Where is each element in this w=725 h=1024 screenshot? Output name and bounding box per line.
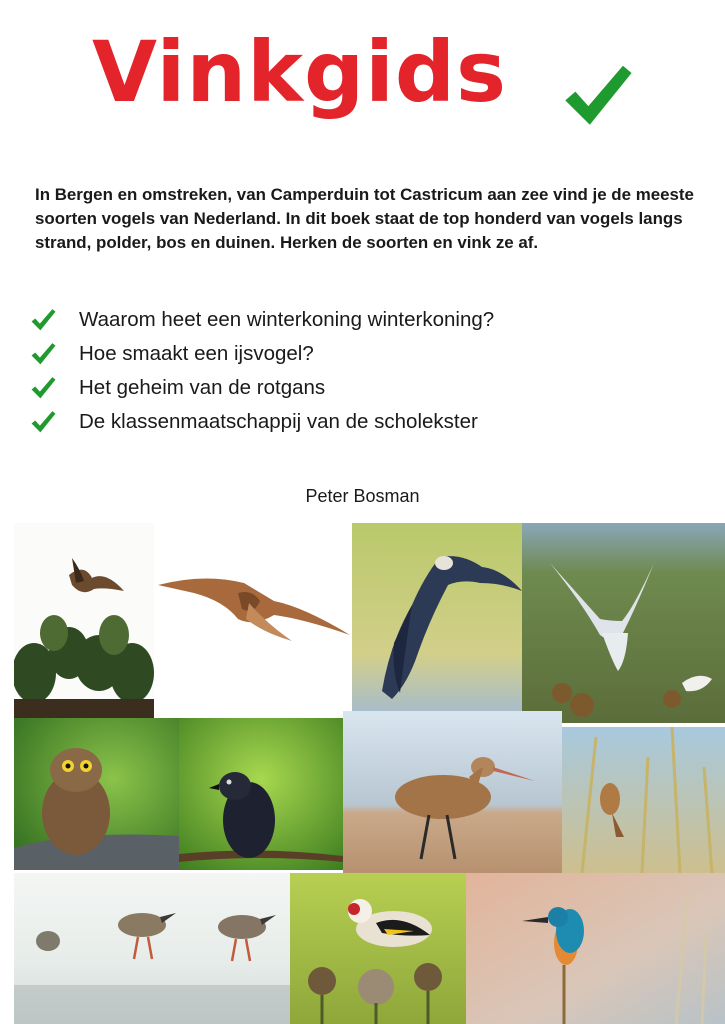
feature-item xyxy=(30,303,494,337)
checkmark-icon xyxy=(30,341,56,367)
checkmark-icon xyxy=(30,307,56,333)
goldfinch-photo xyxy=(290,873,466,1024)
intro-text: In Bergen en omstreken, van Camperduin tot Castricum aan zee vind je de meeste soorten vogels van Nederland. In dit boek staat de top honderd van vogels langs strand, polder, bos en duinen. Herken de soorten en vink ze af. xyxy=(35,185,694,252)
jackdaw-photo xyxy=(179,718,343,870)
feature-text: Hoe smaakt een ijsvogel? xyxy=(79,342,314,365)
book-title: Vinkgids xyxy=(92,23,508,121)
feature-item xyxy=(30,337,494,371)
godwit-photo xyxy=(343,711,562,881)
checkmark-icon xyxy=(30,375,56,401)
feature-list xyxy=(30,303,494,439)
redshank-photo xyxy=(14,873,290,1024)
kingfisher-photo xyxy=(466,873,725,1024)
kestrel-flying-photo xyxy=(154,523,352,718)
feature-item xyxy=(30,371,494,405)
feature-text: Waarom heet een winterkoning winterkoning? xyxy=(79,308,495,331)
flying-bird-photo xyxy=(352,523,522,711)
bearded-reedling-photo xyxy=(562,727,725,873)
little-owl-photo xyxy=(14,718,179,870)
tern-photo xyxy=(522,523,725,723)
kestrel-in-pine-photo xyxy=(14,523,154,718)
feature-item xyxy=(30,405,494,439)
title-checkmark-icon xyxy=(561,60,633,132)
feature-text: Het geheim van de rotgans xyxy=(79,376,326,399)
author-name: Peter Bosman xyxy=(305,486,420,506)
feature-text: De klassenmaatschappij van de scholekster xyxy=(79,410,478,433)
checkmark-icon xyxy=(30,409,56,435)
